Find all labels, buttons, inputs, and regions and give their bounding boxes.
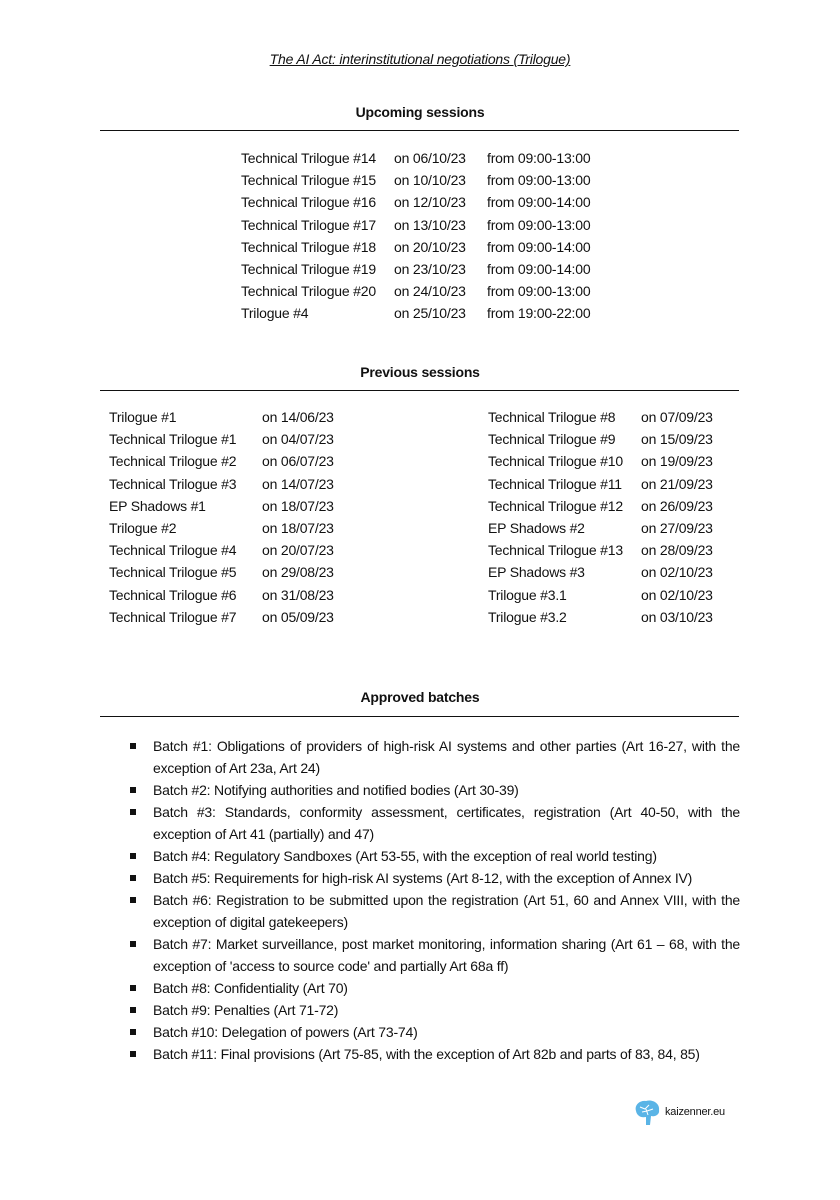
session-date: on 27/09/23 [641, 519, 713, 536]
session-name: Technical Trilogue #1 [109, 431, 237, 448]
session-row [241, 172, 641, 194]
session-date: on 03/10/23 [641, 608, 713, 625]
batch-item [130, 889, 740, 933]
session-name: Technical Trilogue #20 [241, 283, 376, 300]
batch-item [130, 1021, 740, 1043]
batch-item [130, 735, 740, 779]
document-title: The AI Act: interinstitutional negotiations (Trilogue) [269, 51, 571, 67]
batch-item [130, 867, 740, 889]
session-date: on 20/10/23 [394, 238, 466, 255]
session-name: Trilogue #2 [109, 519, 177, 536]
session-row [241, 239, 641, 261]
session-name: Technical Trilogue #3 [109, 475, 237, 492]
session-row [109, 587, 409, 609]
session-name: Technical Trilogue #5 [109, 564, 237, 581]
session-name: Technical Trilogue #12 [488, 497, 623, 514]
session-row [488, 498, 788, 520]
logo [632, 1097, 725, 1127]
session-row [488, 520, 788, 542]
session-date: on 12/10/23 [394, 194, 466, 211]
session-row [241, 261, 641, 283]
batch-item [130, 845, 740, 867]
session-date: on 05/09/23 [262, 608, 334, 625]
session-row [488, 609, 788, 631]
session-row [241, 194, 641, 216]
session-date: on 02/10/23 [641, 586, 713, 603]
session-time: from 09:00-13:00 [487, 283, 591, 300]
session-date: on 06/07/23 [262, 453, 334, 470]
session-row [241, 150, 641, 172]
session-date: on 15/09/23 [641, 431, 713, 448]
session-name: Technical Trilogue #15 [241, 172, 376, 189]
batch-text: Batch #3: Standards, conformity assessment, certificates, registration (Art 40-50, with the exception of Art 41 (partially) and 47) [153, 804, 740, 842]
bullet-icon [130, 941, 136, 947]
upcoming-sessions-table [241, 150, 641, 328]
session-name: Trilogue #1 [109, 409, 177, 425]
batch-text: Batch #8: Confidentiality (Art 70) [153, 980, 348, 996]
previous-heading: Previous sessions [360, 364, 480, 380]
batch-item [130, 977, 740, 999]
session-row [109, 520, 409, 542]
bullet-icon [130, 1007, 136, 1013]
session-time: from 09:00-14:00 [487, 238, 591, 255]
session-row [488, 476, 788, 498]
session-row [488, 587, 788, 609]
session-row [109, 431, 409, 453]
batch-text: Batch #5: Requirements for high-risk AI systems (Art 8-12, with the exception of Annex IV) [153, 870, 693, 886]
batch-item [130, 779, 740, 801]
session-date: on 18/07/23 [262, 519, 334, 536]
bullet-icon [130, 985, 136, 991]
session-name: Technical Trilogue #16 [241, 194, 376, 211]
session-row [488, 409, 788, 431]
session-time: from 09:00-13:00 [487, 150, 591, 166]
session-row [488, 453, 788, 475]
session-row [109, 609, 409, 631]
session-name: Trilogue #4 [241, 305, 309, 322]
session-date: on 14/07/23 [262, 475, 334, 492]
session-row [241, 305, 641, 327]
batch-text: Batch #4: Regulatory Sandboxes (Art 53-55, with the exception of real world testing) [153, 848, 657, 864]
bullet-icon [130, 853, 136, 859]
session-name: Technical Trilogue #11 [488, 475, 622, 492]
session-row [488, 431, 788, 453]
session-name: Technical Trilogue #19 [241, 260, 376, 277]
session-name: Technical Trilogue #6 [109, 586, 237, 603]
session-name: Technical Trilogue #13 [488, 542, 623, 559]
session-date: on 04/07/23 [262, 431, 334, 448]
bullet-icon [130, 1029, 136, 1035]
bullet-icon [130, 809, 136, 815]
session-date: on 21/09/23 [641, 475, 713, 492]
session-row [109, 453, 409, 475]
session-date: on 25/10/23 [394, 305, 466, 322]
session-name: Technical Trilogue #8 [488, 409, 616, 425]
session-name: Trilogue #3.2 [488, 608, 567, 625]
divider [100, 130, 739, 131]
batch-item [130, 801, 740, 845]
approved-batches-list [130, 735, 740, 1065]
session-date: on 23/10/23 [394, 260, 466, 277]
batch-text: Batch #6: Registration to be submitted upon the registration (Art 51, 60 and Annex VIII, with the exception of digital gatekeepers) [153, 892, 740, 930]
previous-sessions-left [109, 409, 409, 631]
session-name: Technical Trilogue #10 [488, 453, 623, 470]
session-time: from 09:00-14:00 [487, 260, 591, 277]
session-name: Trilogue #3.1 [488, 586, 567, 603]
session-time: from 09:00-14:00 [487, 194, 591, 211]
batch-text: Batch #11: Final provisions (Art 75-85, with the exception of Art 82b and parts of 83, 84, 85) [153, 1046, 700, 1062]
session-date: on 19/09/23 [641, 453, 713, 470]
session-time: from 09:00-13:00 [487, 172, 591, 189]
session-date: on 20/07/23 [262, 542, 334, 559]
batch-text: Batch #7: Market surveillance, post market monitoring, information sharing (Art 61 – 68, with the exception of 'access to source code' and partially Art 68a ff) [153, 936, 740, 974]
session-row [109, 409, 409, 431]
session-date: on 24/10/23 [394, 283, 466, 300]
bullet-icon [130, 1051, 136, 1057]
session-name: Technical Trilogue #9 [488, 431, 616, 448]
upcoming-heading: Upcoming sessions [355, 104, 485, 120]
session-date: on 18/07/23 [262, 497, 334, 514]
session-name: Technical Trilogue #18 [241, 238, 376, 255]
batch-text: Batch #10: Delegation of powers (Art 73-74) [153, 1024, 418, 1040]
session-row [109, 542, 409, 564]
session-row [488, 564, 788, 586]
logo-text: kaizenner.eu [665, 1106, 725, 1118]
batch-text: Batch #9: Penalties (Art 71-72) [153, 1002, 339, 1018]
session-name: Technical Trilogue #7 [109, 608, 237, 625]
session-row [109, 564, 409, 586]
session-date: on 29/08/23 [262, 564, 334, 581]
session-date: on 28/09/23 [641, 542, 713, 559]
batch-text: Batch #1: Obligations of providers of high-risk AI systems and other parties (Art 16-27, with the exception of Art 23a, Art 24) [153, 738, 740, 776]
session-row [241, 283, 641, 305]
session-date: on 07/09/23 [641, 409, 713, 425]
approved-heading: Approved batches [360, 689, 480, 705]
session-name: Technical Trilogue #17 [241, 216, 376, 233]
divider [100, 716, 739, 717]
session-name: Technical Trilogue #4 [109, 542, 237, 559]
session-name: Technical Trilogue #14 [241, 150, 376, 166]
divider [100, 390, 739, 391]
session-name: EP Shadows #2 [488, 519, 585, 536]
bullet-icon [130, 743, 136, 749]
bullet-icon [130, 875, 136, 881]
session-row [109, 476, 409, 498]
session-row [488, 542, 788, 564]
batch-item [130, 999, 740, 1021]
session-name: EP Shadows #3 [488, 564, 585, 581]
session-date: on 10/10/23 [394, 172, 466, 189]
session-date: on 31/08/23 [262, 586, 334, 603]
brain-icon [632, 1097, 662, 1127]
session-date: on 13/10/23 [394, 216, 466, 233]
previous-sessions-right [488, 409, 788, 631]
bullet-icon [130, 897, 136, 903]
session-name: EP Shadows #1 [109, 497, 206, 514]
session-date: on 02/10/23 [641, 564, 713, 581]
session-date: on 26/09/23 [641, 497, 713, 514]
session-row [241, 217, 641, 239]
session-date: on 06/10/23 [394, 150, 466, 166]
session-time: from 19:00-22:00 [487, 305, 591, 322]
batch-item [130, 1043, 740, 1065]
session-name: Technical Trilogue #2 [109, 453, 237, 470]
batch-item [130, 933, 740, 977]
batch-text: Batch #2: Notifying authorities and notified bodies (Art 30-39) [153, 782, 519, 798]
bullet-icon [130, 787, 136, 793]
session-time: from 09:00-13:00 [487, 216, 591, 233]
session-date: on 14/06/23 [262, 409, 334, 425]
session-row [109, 498, 409, 520]
